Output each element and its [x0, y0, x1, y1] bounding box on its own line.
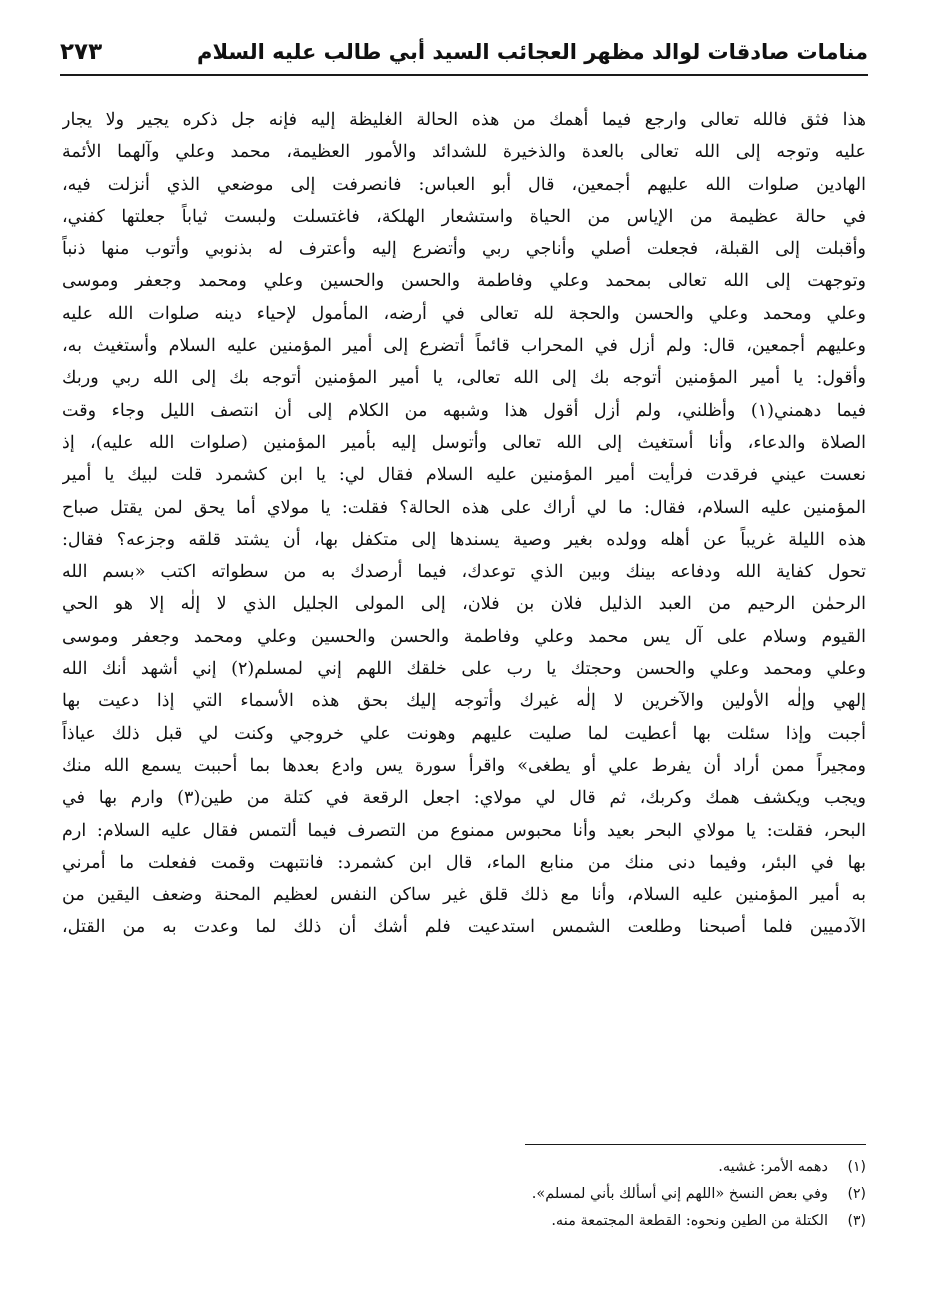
text-line: الصلاة والدعاء، وأنا أستغيث إلى الله تعالى وأتوسل إليه بأمير المؤمنين (صلوات الله عليه)، إذ	[62, 432, 866, 453]
footnotes	[166, 1154, 866, 1235]
text-line: هذا فثق فالله تعالى وارجع فيما أهمك من هذه الحالة الغليظة إليه فإنه جل ذكره يجير ولا يجار	[62, 110, 866, 130]
text-line: الهادين صلوات الله عليهم أجمعين، قال أبو العباس: فانصرفت إلى موضعي الذي أنزلت فيه،	[62, 174, 866, 195]
text-line: المؤمنين عليه السلام، فقال: ما لي أراك على هذه الحالة؟ فقلت: يا مولاي أما يحق لمن يقتل صباح	[62, 497, 866, 518]
footnote-item	[166, 1154, 866, 1181]
footnote-number: (٣)	[847, 1213, 866, 1229]
text-line: وتوجهت إلى الله تعالى بمحمد وعلي وفاطمة والحسن والحسين وعلي ومحمد وجعفر وموسى	[62, 271, 866, 292]
footnote-item	[166, 1208, 866, 1235]
text-line: إلهي وإلٰه الأولين والآخرين لا إلٰه غيرك وأتوجه إليك بحق هذه الأسماء التي إذا دعيت بها	[62, 691, 866, 712]
text-line: ومجيراً ممن أراد أن يفرط علي أو يطغى» واقرأ سورة يس وادع بعدها بما أحببت يسمع الله منك	[62, 755, 866, 776]
page-number: ٢٧٣	[60, 39, 103, 65]
text-line: بها في البئر، وفيما دنى منك من منابع الماء، قال ابن كشمرد: فانتبهت وقمت ففعلت ما أمرني	[62, 852, 866, 873]
footnote-text: وفي بعض النسخ «اللهم إني أسألك بأني لمسلم».	[531, 1186, 828, 1202]
text-line: تحول كفاية الله ودفاعه بينك وبين الذي توعدك، فيما أرصدك به من سطواته اكتب «بسم الله	[62, 562, 866, 583]
running-header	[60, 30, 868, 76]
text-line: أجبت وإذا سئلت بها أعطيت لما صليت عليهم وهونت علي خروجي وكنت لي قبل ذلك عياذاً	[62, 723, 866, 744]
main-text	[62, 104, 866, 944]
text-line: في حالة عظيمة من الإياس من الحياة واستشعار الهلكة، فاغتسلت ولبست ثياباً جعلتها كفني،	[62, 206, 866, 227]
text-line: البحر، فقلت: يا مولاي البحر بعيد وأنا محبوس ممنوع من التصرف فيما ألتمس فقال عليه السلام: ارم	[62, 820, 866, 841]
text-line: وعليهم أجمعين، قال: ولم أزل في المحراب قائماً أتضرع إلى أمير المؤمنين عليه السلام وأستغيث به،	[62, 336, 866, 357]
text-line: وأقول: يا أمير المؤمنين أتوجه بك إلى الله تعالى، يا أمير المؤمنين أتوجه بك إلى الله ربي وربك	[62, 368, 866, 389]
footnote-item	[166, 1181, 866, 1208]
text-line: وعلي ومحمد وعلي والحسن وحجتك يا رب على خلقك اللهم إني لمسلم(٢) إني أشهد أنك الله	[62, 659, 866, 680]
footnote-text: الكتلة من الطين ونحوه: القطعة المجتمعة منه.	[551, 1213, 828, 1229]
footnote-number: (١)	[847, 1159, 866, 1175]
text-line: به أمير المؤمنين عليه السلام، وأنا مع ذلك قلق غير ساكن النفس لعظيم المحنة وضعف اليقين من	[62, 885, 866, 906]
text-line: عليه وتوجه إلى الله تعالى بالعدة والذخيرة للشدائد والأمور العظيمة، محمد وعلي وآلهما الأئمة	[62, 142, 866, 163]
chapter-title: منامات صادقات لوالد مظهر العجائب السيد أبي طالب عليه السلام	[197, 40, 868, 64]
text-line: فيما دهمني(١) وأظلني، ولم أزل أقول هذا وشبهه من الكلام إلى أن انتصف الليل وجاء وقت	[62, 400, 866, 421]
text-line: القيوم وسلام على آل يس محمد وعلي وفاطمة والحسن والحسين وعلي ومحمد وجعفر وموسى	[62, 626, 866, 647]
text-line: وأقبلت إلى القبلة، فجعلت أصلي وأناجي ربي وأتضرع إليه وأعترف له بذنوبي وأتوب منها ذنباً	[62, 239, 866, 260]
text-line: نعست عيني فرقدت فرأيت أمير المؤمنين عليه السلام فقال لي: يا ابن كشمرد قلت لبيك يا أمير	[62, 465, 866, 486]
text-line: هذه الليلة غريباً عن أهله وولده بغير وصية يسندها إلى متكفل بها، أن يشتد قلقه وجزعه؟ فقال:	[62, 529, 866, 550]
footnote-text: دهمه الأمر: غشيه.	[718, 1159, 828, 1175]
footnote-number: (٢)	[847, 1186, 866, 1202]
text-line: وعلي ومحمد وعلي والحسن والحجة لله تعالى في أرضه، المأمول لإحياء دينه صلوات الله عليه	[62, 303, 866, 324]
text-line: ويجب ويكشف همك وكربك، ثم قال لي مولاي: اجعل الرقعة في كتلة من طين(٣) وارم بها في	[62, 788, 866, 809]
text-line: الآدميين فلما أصبحنا وطلعت الشمس استدعيت فلم أشك أن ذلك لما وعدت به من القتل،	[62, 917, 866, 938]
footnote-separator	[525, 1144, 866, 1145]
text-line: الرحمٰن الرحيم من العبد الذليل فلان بن فلان، إلى المولى الجليل الذي لا إلٰه إلا هو الحي	[62, 594, 866, 615]
